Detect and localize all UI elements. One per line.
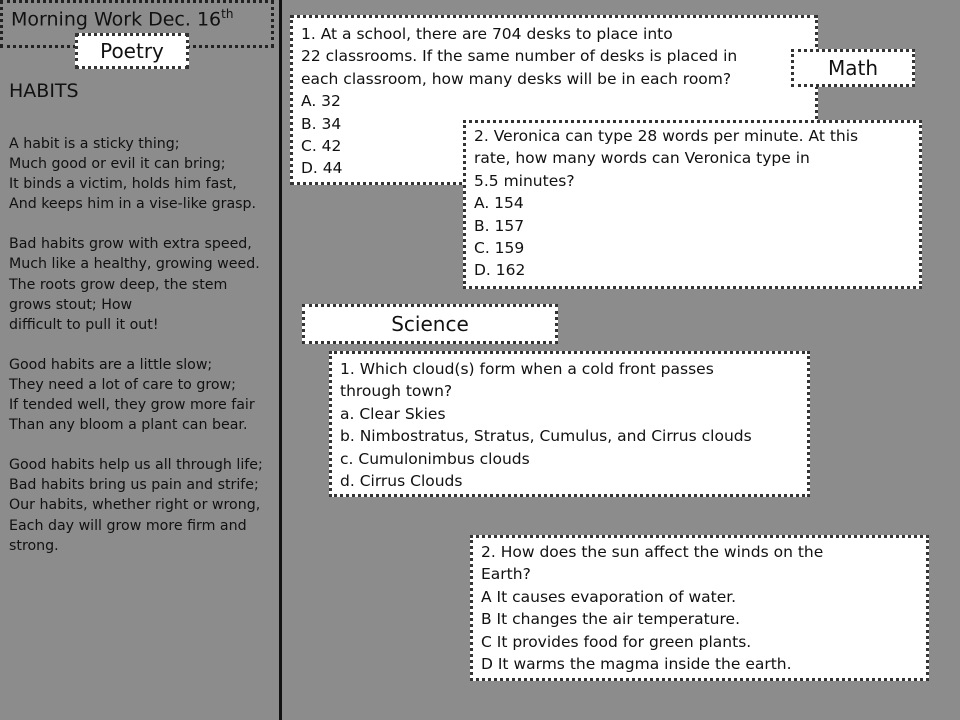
answer-option: b. Nimbostratus, Stratus, Cumulus, and Cirrus clouds <box>340 427 752 446</box>
answer-option: D It warms the magma inside the earth. <box>481 655 792 674</box>
answer-option: c. Cumulonimbus clouds <box>340 449 530 468</box>
question-text: 2. How does the sun affect the winds on the <box>481 543 824 561</box>
question-text: 22 classrooms. If the same number of desks is placed in <box>301 47 738 66</box>
question-text: 1. At a school, there are 704 desks to place into <box>301 25 673 43</box>
answer-option: d. Cirrus Clouds <box>340 472 463 491</box>
answer-option: A. 32 <box>301 92 341 111</box>
question-text: 2. Veronica can type 28 words per minute. At this <box>474 127 859 145</box>
answer-option: C. 159 <box>474 239 525 258</box>
poem-line: It binds a victim, holds him fast, <box>9 176 237 193</box>
poem-line: Good habits help us all through life; <box>9 457 263 474</box>
poem-line: Our habits, whether right or wrong, <box>9 497 261 514</box>
poem-stanza <box>9 355 271 435</box>
poem-line: Much good or evil it can bring; <box>9 156 226 173</box>
poem-line: They need a lot of care to grow; <box>9 376 236 393</box>
question-text: 5.5 minutes? <box>474 171 575 190</box>
math-label: Math <box>791 49 915 87</box>
question-text: through town? <box>340 382 453 401</box>
answer-option: D. 162 <box>474 261 526 280</box>
panel-divider <box>279 0 282 720</box>
poem-title: HABITS <box>9 80 79 102</box>
poem-line: The roots grow deep, the stem grows stout; How <box>9 276 228 313</box>
poem-line: Bad habits grow with extra speed, <box>9 236 252 253</box>
poem-line: And keeps him in a vise-like grasp. <box>9 196 257 213</box>
poem-body <box>9 134 271 576</box>
science-question-2 <box>470 535 929 681</box>
poetry-label: Poetry <box>75 33 189 69</box>
answer-option: A It causes evaporation of water. <box>481 587 737 606</box>
page-title-text: Morning Work Dec. 16 <box>11 8 222 31</box>
poem-line: A habit is a sticky thing; <box>9 136 180 152</box>
answer-option: B. 34 <box>301 114 342 133</box>
poem-line: Much like a healthy, growing weed. <box>9 256 260 273</box>
poem-stanza <box>9 234 271 334</box>
science-question-1 <box>329 351 810 497</box>
question-text: each classroom, how many desks will be in each room? <box>301 69 732 88</box>
answer-option: C It provides food for green plants. <box>481 632 752 651</box>
question-text: Earth? <box>481 565 531 584</box>
science-label: Science <box>302 304 558 344</box>
answer-option: C. 42 <box>301 137 342 156</box>
poem-stanza <box>9 134 271 214</box>
answer-option: B It changes the air temperature. <box>481 610 741 629</box>
answer-option: B. 157 <box>474 216 525 235</box>
poem-line: Each day will grow more firm and strong. <box>9 517 247 554</box>
poem-line: Bad habits bring us pain and strife; <box>9 477 259 494</box>
answer-option: a. Clear Skies <box>340 404 446 423</box>
math-question-2 <box>463 120 922 289</box>
question-text: rate, how many words can Veronica type in <box>474 149 810 168</box>
answer-option: A. 154 <box>474 194 524 213</box>
poem-line: Than any bloom a plant can bear. <box>9 417 248 434</box>
poem-line: If tended well, they grow more fair <box>9 397 255 414</box>
question-text: 1. Which cloud(s) form when a cold front passes <box>340 360 714 378</box>
poem-stanza <box>9 455 271 555</box>
page-title-superscript: th <box>221 7 234 21</box>
poem-line: Good habits are a little slow; <box>9 356 213 373</box>
poem-line: difficult to pull it out! <box>9 316 159 333</box>
answer-option: D. 44 <box>301 159 343 178</box>
